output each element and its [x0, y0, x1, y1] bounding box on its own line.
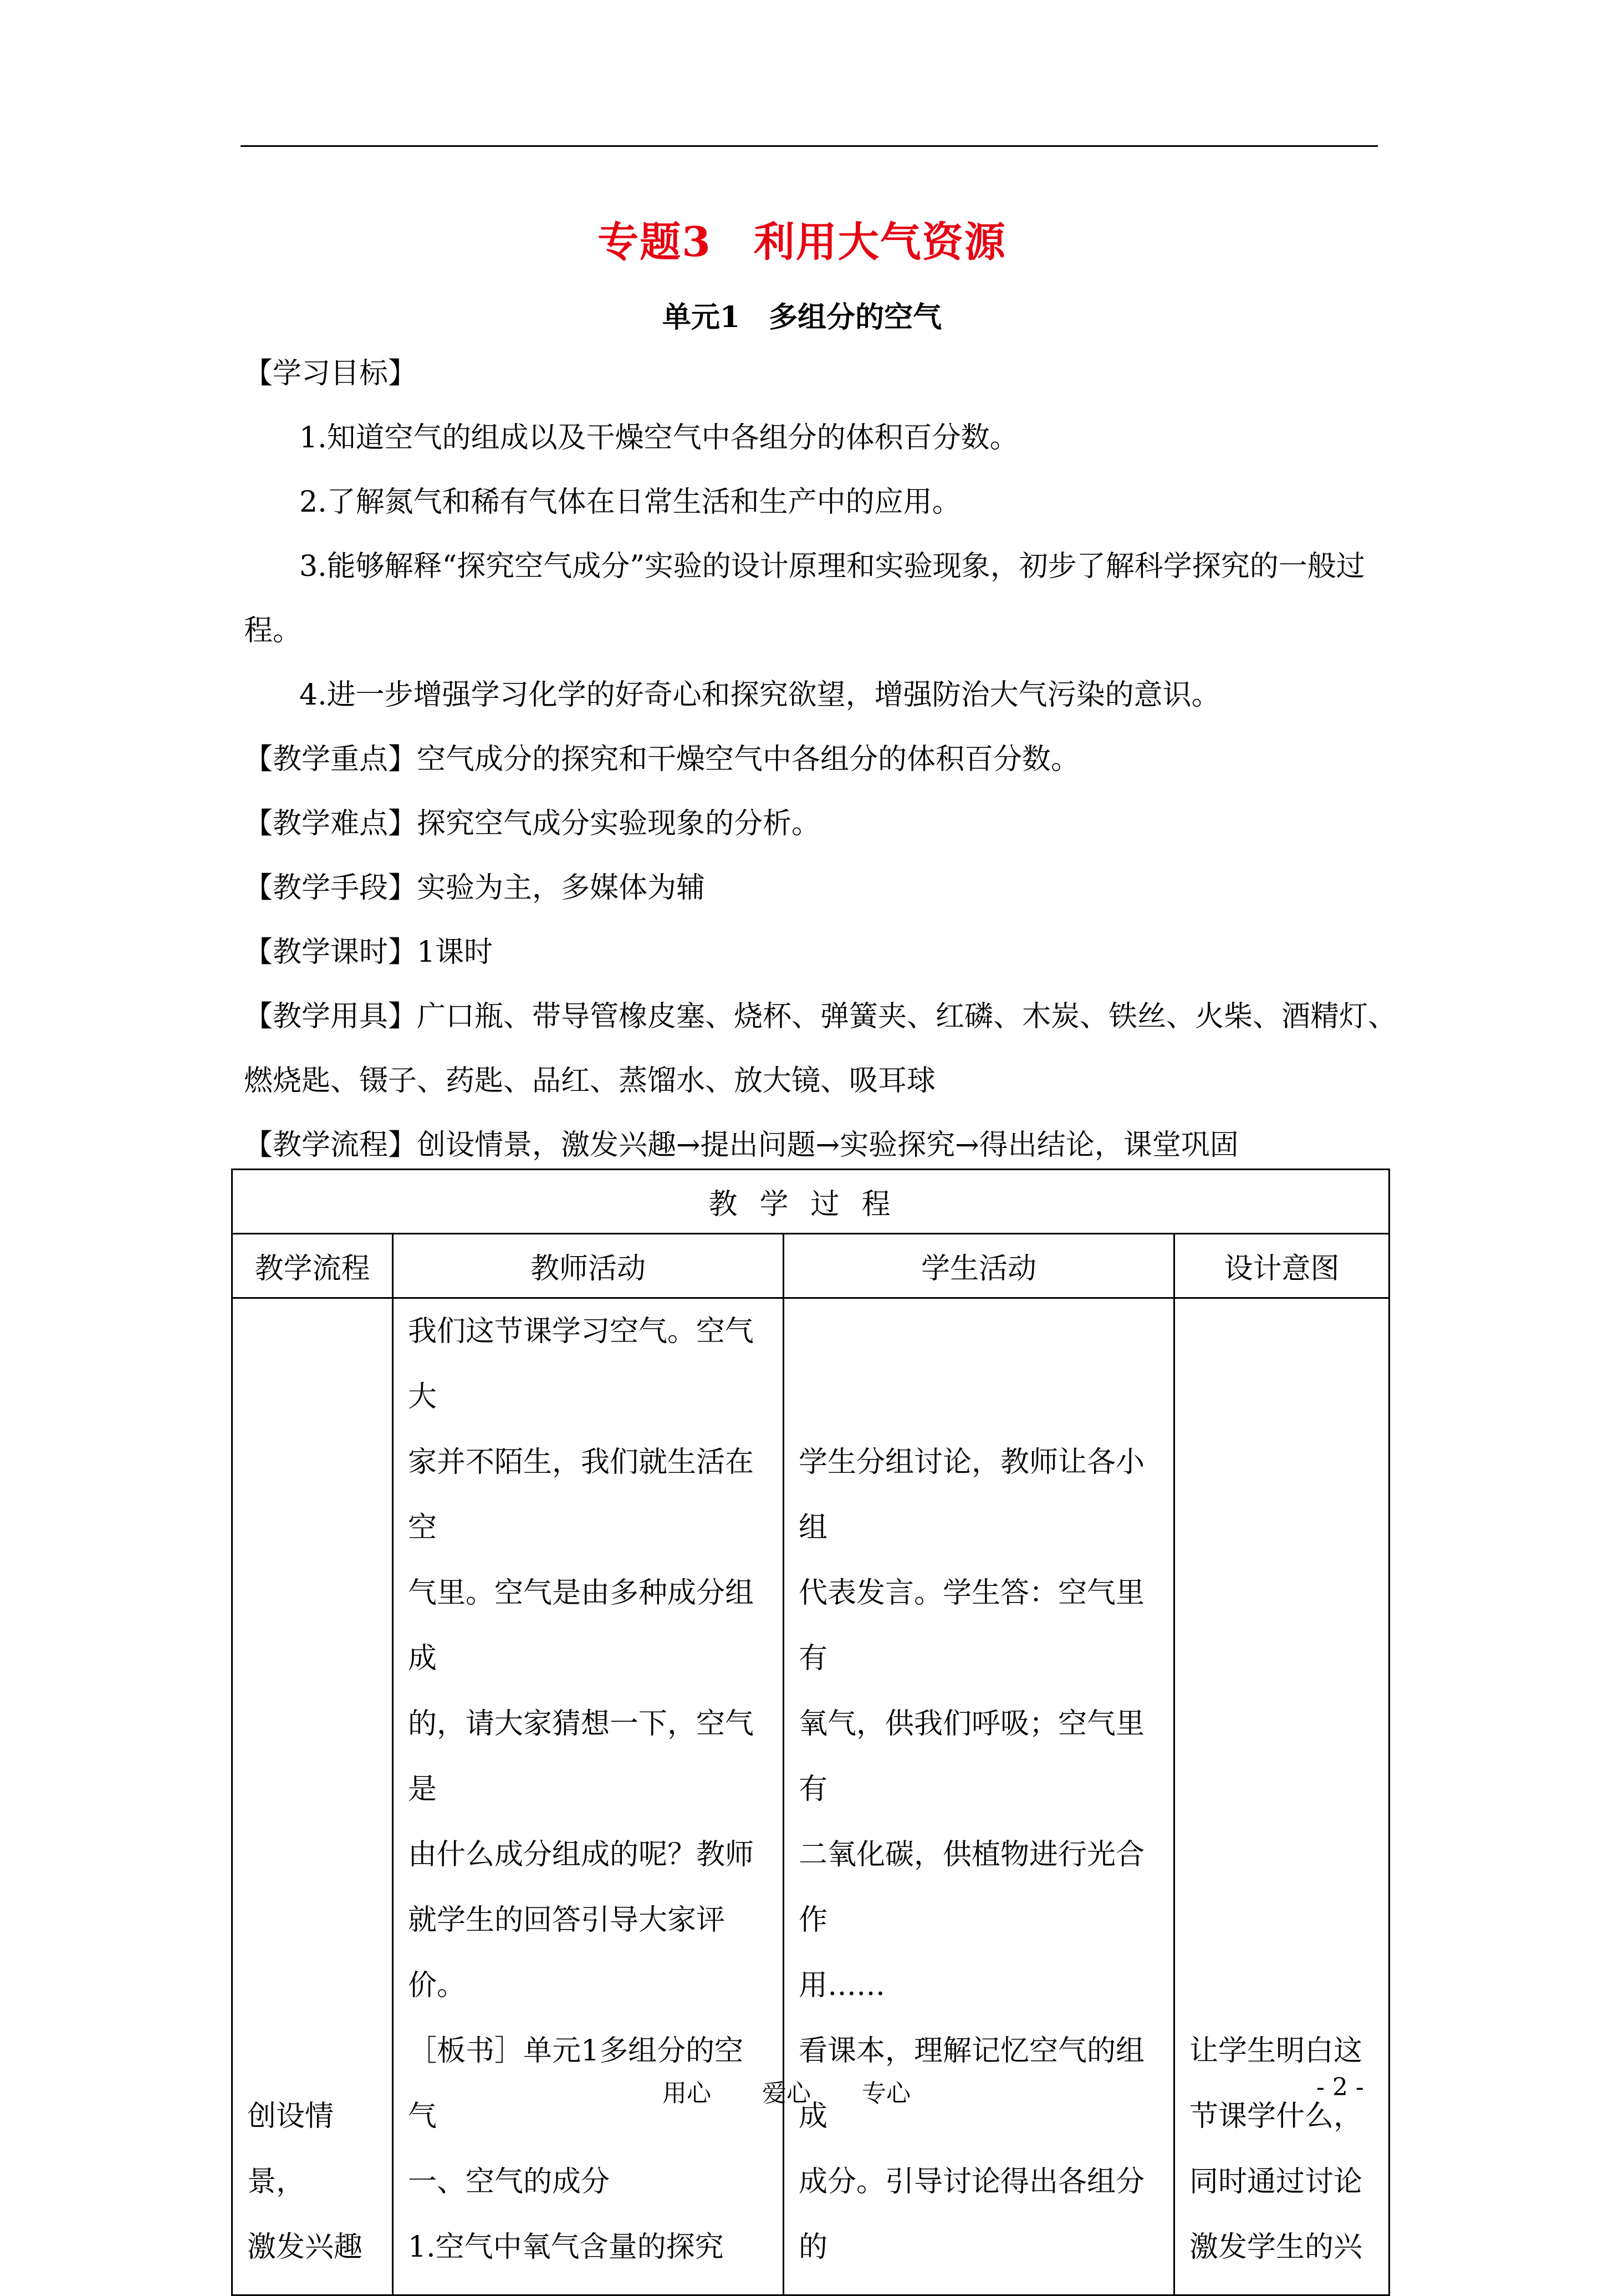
- cell-line: 一、空气的成分: [408, 2165, 610, 2198]
- unit-subtitle: 单元1 多组分的空气: [662, 300, 942, 334]
- teaching-process-table: [231, 1169, 1390, 2296]
- objective-3: 3.能够解释“探究空气成分”实验的设计原理和实验现象，初步了解科学探究的一般过: [299, 550, 1365, 583]
- table-row: [232, 1298, 1390, 2295]
- objective-2: 2.了解氮气和稀有气体在日常生活和生产中的应用。: [299, 486, 961, 519]
- key-points: 【教学重点】空气成分的探究和干燥空气中各组分的体积百分数。: [244, 743, 1080, 776]
- cell-line: 学生分组讨论，教师让各小组: [799, 1446, 1145, 1544]
- cell-line: 的，请大家猜想一下，空气是: [408, 1707, 754, 1806]
- cell-line: 激发兴趣: [247, 2231, 363, 2264]
- cell-line: 同时通过讨论: [1189, 2165, 1363, 2198]
- header-rule: [241, 145, 1378, 147]
- objectives-heading: 【学习目标】: [244, 357, 417, 390]
- cell-line: 我们这节课学习空气。空气大: [408, 1315, 754, 1414]
- cell-line: 用……: [799, 1969, 886, 2002]
- cell-flow: [232, 1298, 393, 2295]
- cell-line: 成分。引导讨论得出各组分的: [799, 2165, 1145, 2264]
- cell-line: 看课本，理解记忆空气的组成: [799, 2034, 1145, 2133]
- cell-teacher: [393, 1298, 784, 2295]
- teaching-hours: 【教学课时】1课时: [244, 936, 493, 969]
- cell-intent: [1174, 1298, 1390, 2295]
- cell-line: 激发学生的兴: [1189, 2231, 1363, 2264]
- cell-line: 创设情景，: [247, 2100, 334, 2198]
- teaching-tools-cont: 燃烧匙、镊子、药匙、品红、蒸馏水、放大镜、吸耳球: [244, 1064, 936, 1098]
- cell-line: 由什么成分组成的呢？教师: [408, 1838, 754, 1871]
- cell-line: 1.空气中氧气含量的探究: [408, 2231, 724, 2264]
- page-title: 专题3 利用大气资源: [597, 218, 1007, 266]
- column-header-intent: 设计意图: [1174, 1234, 1390, 1298]
- objective-3-cont: 程。: [244, 614, 302, 647]
- page-number: - 2 -: [1316, 2073, 1364, 2101]
- cell-line: 代表发言。学生答：空气里有: [799, 1576, 1145, 1675]
- teaching-tools: 【教学用具】广口瓶、带导管橡皮塞、烧杯、弹簧夹、红磷、木炭、铁丝、火柴、酒精灯、: [244, 1000, 1397, 1033]
- column-header-teacher: 教师活动: [393, 1234, 784, 1298]
- cell-line: ［板书］单元1多组分的空气: [408, 2034, 744, 2133]
- cell-line: 让学生明白这: [1189, 2034, 1363, 2068]
- footer-aixin: 爱心: [762, 2079, 811, 2108]
- cell-line: 氧气，供我们呼吸；空气里有: [799, 1707, 1145, 1806]
- objective-4: 4.进一步增强学习化学的好奇心和探究欲望，增强防治大气污染的意识。: [299, 678, 1220, 712]
- cell-line: 气里。空气是由多种成分组成: [408, 1576, 754, 1675]
- footer-yongxin: 用心: [662, 2079, 711, 2108]
- cell-line: 家并不陌生，我们就生活在空: [408, 1446, 754, 1544]
- cell-line: 就学生的回答引导大家评价。: [408, 1904, 726, 2002]
- difficulty: 【教学难点】探究空气成分实验现象的分析。: [244, 807, 821, 840]
- objective-1: 1.知道空气的组成以及干燥空气中各组分的体积百分数。: [299, 421, 1019, 455]
- footer-zhuanxin: 专心: [862, 2079, 911, 2108]
- table-header: 教学过程: [232, 1170, 1390, 1234]
- teaching-means: 【教学手段】实验为主，多媒体为辅: [244, 871, 706, 905]
- column-header-flow: 教学流程: [232, 1234, 393, 1298]
- column-header-student: 学生活动: [784, 1234, 1174, 1298]
- cell-student: [784, 1298, 1174, 2295]
- cell-line: 二氧化碳，供植物进行光合作: [799, 1838, 1145, 1937]
- cell-line: 节课学什么，: [1189, 2100, 1363, 2133]
- teaching-flow: 【教学流程】创设情景，激发兴趣→提出问题→实验探究→得出结论，课堂巩固: [244, 1129, 1239, 1162]
